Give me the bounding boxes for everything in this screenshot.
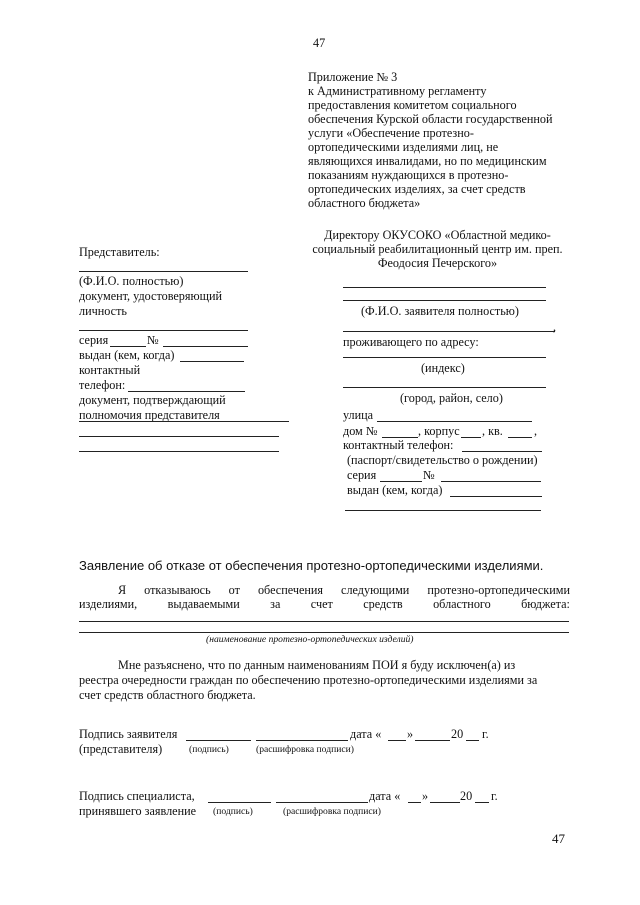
rep-number-line[interactable]: [163, 346, 248, 347]
explained-line-2: реестра очередности граждан по обеспечению протезно-ортопедическими изделиями за: [79, 673, 538, 687]
items-line-2[interactable]: [79, 632, 569, 633]
recipient-issued-line-2[interactable]: [345, 510, 541, 511]
specialist-sign-label: Подпись специалиста,: [79, 789, 195, 803]
recipient-fio-line-2[interactable]: [343, 300, 546, 301]
applicant-representative: (представителя): [79, 742, 163, 756]
specialist-year-line[interactable]: [475, 802, 489, 803]
rep-issued-label: выдан (кем, когда): [79, 348, 175, 362]
rep-series-line[interactable]: [110, 346, 146, 347]
rep-authority-line[interactable]: [79, 421, 289, 422]
korpus-label: , корпус: [418, 424, 460, 438]
rep-phone-line2: телефон:: [79, 378, 126, 392]
passport-caption: (паспорт/свидетельство о рождении): [347, 453, 538, 467]
word: выдаваемыми: [167, 597, 240, 611]
word: бюджета:: [521, 597, 570, 611]
recipient-issued-line[interactable]: [450, 496, 542, 497]
specialist-day-line[interactable]: [408, 802, 421, 803]
page-number-top: 47: [313, 36, 326, 50]
word: за: [270, 597, 281, 611]
recipient-number-line[interactable]: [441, 481, 541, 482]
address-index-line[interactable]: [343, 357, 546, 358]
applicant-date-label: дата «: [350, 727, 382, 741]
explained-line-1: Мне разъяснено, что по данным наименованиям ПОИ я буду исключен(а) из: [118, 658, 516, 672]
rep-authority-line-2[interactable]: [79, 436, 279, 437]
applicant-year-line[interactable]: [466, 740, 479, 741]
recipient-fio-line[interactable]: [343, 287, 546, 288]
recipient-line: социальный реабилитационный центр им. преп.: [312, 242, 563, 256]
kv-line[interactable]: [508, 437, 532, 438]
appendix-line: Приложение № 3: [308, 70, 398, 84]
word: изделиями,: [79, 597, 138, 611]
applicant-year: 20: [451, 727, 464, 741]
city-caption: (город, район, село): [400, 391, 503, 405]
statement-title: Заявление об отказе от обеспечения протезно-ортопедическими изделиями.: [79, 558, 544, 573]
rep-authority-line-3[interactable]: [79, 451, 279, 452]
applicant-sign-label: Подпись заявителя: [79, 727, 178, 741]
items-caption: (наименование протезно-ортопедических изделий): [206, 634, 414, 645]
applicant-decode-line[interactable]: [256, 740, 348, 741]
house-label: дом №: [343, 424, 378, 438]
word: счет: [310, 597, 333, 611]
applicant-quote-close: »: [407, 727, 414, 741]
word: средств: [363, 597, 403, 611]
recipient-line: Феодосия Печерского»: [377, 256, 498, 270]
applicant-month-line[interactable]: [415, 740, 450, 741]
recipient-fio-line-3[interactable]: [343, 331, 555, 332]
specialist-year: 20: [460, 789, 473, 803]
rep-authority-line2: полномочия представителя: [79, 408, 220, 422]
recipient-fio-caption: (Ф.И.О. заявителя полностью): [361, 304, 519, 318]
rep-number-sign: №: [147, 333, 159, 347]
recipient-residing: проживающего по адресу:: [343, 335, 479, 349]
appendix-line: предоставления комитетом социального: [308, 98, 517, 112]
rep-doc-line1: документ, удостоверяющий: [79, 289, 223, 303]
appendix-line: к Административному регламенту: [308, 84, 487, 98]
specialist-decode-caption: (расшифровка подписи): [283, 806, 381, 817]
recipient-line: Директору ОКУСОКО «Областной медико-: [324, 228, 551, 242]
representative-title: Представитель:: [79, 245, 160, 259]
recipient-number-sign: №: [423, 468, 435, 482]
word: обеспечения: [257, 583, 324, 597]
rep-doc-line[interactable]: [79, 330, 248, 331]
appendix-line: показаниям нуждающихся в протезно-: [308, 168, 509, 182]
word: отказываюсь: [144, 583, 211, 597]
word: от: [228, 583, 240, 597]
rep-fio-line[interactable]: [79, 271, 248, 272]
recipient-series-line[interactable]: [380, 481, 422, 482]
appendix-block: [308, 70, 553, 210]
rep-fio-caption: (Ф.И.О. полностью): [79, 274, 184, 288]
appendix-line: услуги «Обеспечение протезно-: [308, 126, 474, 140]
applicant-year-suffix: г.: [482, 727, 489, 741]
rep-series-label: серия: [79, 333, 109, 347]
specialist-label-2: принявшего заявление: [79, 804, 197, 818]
index-caption: (индекс): [421, 361, 465, 375]
street-line[interactable]: [377, 421, 532, 422]
word: протезно-ортопедическими: [427, 583, 570, 597]
page-number-bottom: 47: [552, 831, 565, 846]
recipient-phone-label: контактный телефон:: [343, 438, 454, 452]
appendix-line: являющихся инвалидами, но по медицинским: [308, 154, 547, 168]
appendix-line: ортопедическими изделиями лиц, не: [308, 140, 499, 154]
applicant-sign-line[interactable]: [186, 740, 251, 741]
applicant-decode-caption: (расшифровка подписи): [256, 744, 354, 755]
word: следующими: [341, 583, 410, 597]
kv-label: , кв.: [482, 424, 503, 438]
appendix-line: областного бюджета»: [308, 196, 421, 210]
rep-authority-line1: документ, подтверждающий: [79, 393, 226, 407]
specialist-sign-line[interactable]: [208, 802, 271, 803]
street-label: улица: [343, 408, 374, 422]
word: областного: [433, 597, 491, 611]
statement-row-2: [79, 597, 570, 611]
specialist-sign-caption: (подпись): [213, 806, 253, 817]
recipient-comma: ,: [553, 320, 557, 334]
items-line-1[interactable]: [79, 621, 569, 622]
rep-phone-line[interactable]: [128, 391, 245, 392]
specialist-decode-line[interactable]: [276, 802, 368, 803]
specialist-quote-close: »: [422, 789, 429, 803]
applicant-sign-caption: (подпись): [189, 744, 229, 755]
rep-doc-line2: личность: [79, 304, 127, 318]
appendix-line: ортопедических изделиях, за счет средств: [308, 182, 526, 196]
recipient-phone-line[interactable]: [462, 451, 542, 452]
korpus-line[interactable]: [461, 437, 481, 438]
end-comma: ,: [534, 424, 538, 438]
specialist-year-suffix: г.: [491, 789, 498, 803]
recipient-issued-label: выдан (кем, когда): [347, 483, 443, 497]
rep-phone-line1: контактный: [79, 363, 141, 377]
explained-line-3: счет средств областного бюджета.: [79, 688, 256, 702]
applicant-day-line[interactable]: [388, 740, 406, 741]
statement-row-1: [118, 583, 570, 597]
specialist-month-line[interactable]: [430, 802, 460, 803]
recipient-block: [300, 228, 575, 270]
recipient-series-label: серия: [347, 468, 377, 482]
rep-issued-line[interactable]: [180, 361, 244, 362]
specialist-date-label: дата «: [369, 789, 401, 803]
word: Я: [118, 583, 127, 597]
address-city-line[interactable]: [343, 387, 546, 388]
appendix-line: обеспечения Курской области государственной: [308, 112, 553, 126]
